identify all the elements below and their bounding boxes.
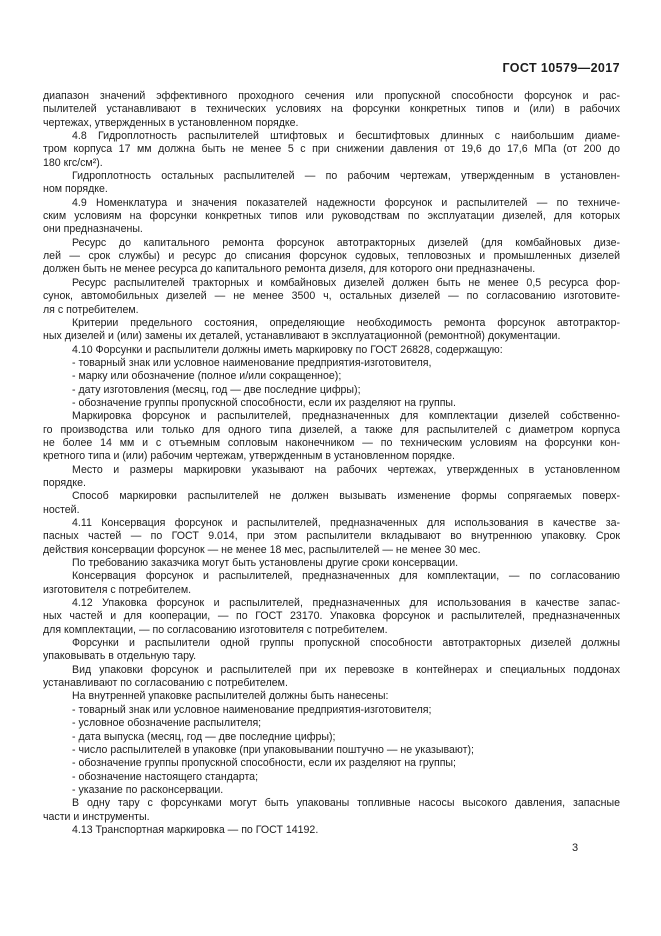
text-line: - условное обозначение распылителя; [72,717,262,730]
text-line: они предназначены. [43,223,143,236]
paragraph [43,784,620,797]
text-line: лей — срок службы) и ресурс до списания форсунок судовых, тепловозных и промышленных дизелей [43,250,620,263]
text-line: кретного типа и (или) рабочим чертежам, утвержденным в установленном порядке. [43,450,455,463]
page-number: 3 [572,842,579,854]
text-line: должен быть не менее ресурса до капитального ремонта дизеля, для которого они предназначены. [43,263,536,276]
document-body [43,90,620,837]
paragraph [43,664,620,691]
paragraph [43,464,620,491]
text-line: 4.12 Упаковка форсунок и распылителей, предназначенных для использования в качестве запас- [72,597,620,610]
paragraph [43,597,620,637]
text-line: Форсунки и распылители одной группы пропускной способности автотракторных дизелей должны [72,637,620,650]
text-line: 4.9 Номенклатура и значения показателей надежности форсунок и распылителей — по техниче- [72,196,620,209]
paragraph [43,557,620,570]
text-line: - число распылителей в упаковке (при упаковывании поштучно — не указывают); [72,743,474,756]
text-line: 4.8 Гидроплотность распылителей штифтовых и бесштифтовых длинных с наибольшим диаме- [72,130,620,143]
paragraph [43,717,620,730]
text-line: Маркировка форсунок и распылителей, предназначенных для комплектации дизелей собственно- [72,410,620,423]
text-line: 4.13 Транспортная маркировка — по ГОСТ 14192. [72,823,319,836]
text-line: порядке. [43,476,86,489]
text-line: изготовителя с потребителем. [43,583,192,596]
paragraph [43,517,620,557]
paragraph [43,344,620,357]
text-line: - дату изготовления (месяц, год — две последние цифры); [72,383,361,396]
text-line: Способ маркировки распылителей не должен вызывать изменение формы сопрягаемых поверх- [72,490,620,503]
paragraph [43,197,620,237]
text-line: не более 14 мм и с отъемным сопловым наконечником — по техническим условиям на форсунки кон- [43,436,620,449]
text-line: го производства или только для одного типа дизелей, а также для распылителей с диаметром корпуса [43,423,620,436]
paragraph [43,704,620,717]
paragraph [43,357,620,370]
text-line: - марку или обозначение (полное и/или сокращенное); [72,370,342,383]
text-line: Гидроплотность остальных распылителей — по рабочим чертежам, утвержденным в установлен- [72,170,620,183]
text-line: Консервация форсунок и распылителей, предназначенных для комплектации, — по согласованию [72,570,620,583]
text-line: ля с потребителем. [43,303,139,316]
text-line: тром корпуса 17 мм должна быть не менее 5 с при снижении давления от 19,6 до 17,6 МПа (от 200 до [43,143,620,156]
text-line: 4.10 Форсунки и распылители должны иметь маркировку по ГОСТ 26828, содержащую: [72,343,503,356]
text-line: ных частей и для кооперации, — по ГОСТ 23170. Упаковка форсунок и распылителей, предназначенных [43,610,620,623]
paragraph [43,237,620,277]
text-line: Ресурс до капитального ремонта форсунок автотракторных дизелей (для комбайновых дизе- [72,236,620,249]
text-line: На внутренней упаковке распылителей должны быть нанесены: [72,690,389,703]
paragraph [43,744,620,757]
paragraph [43,771,620,784]
text-line: - дата выпуска (месяц, год — две последние цифры); [72,730,336,743]
text-line: Ресурс распылителей тракторных и комбайновых дизелей должен быть не менее 0,5 ресурса фор- [72,276,620,289]
text-line: ных дизелей и (или) замены их деталей, устанавливают в эксплуатационной (ремонтной) документации. [43,330,561,343]
paragraph [43,824,620,837]
paragraph [43,690,620,703]
paragraph [43,731,620,744]
text-line: диапазон значений эффективного проходного сечения или пропускной способности форсунок и рас- [43,90,620,102]
text-line: упаковывать в отдельную тару. [43,650,197,663]
text-line: чертежах, утвержденных в установленном порядке. [43,116,299,129]
text-line: Критерии предельного состояния, определяющие необходимость ремонта форсунок автотрактор- [72,316,620,329]
paragraph [43,797,620,824]
text-line: части и инструменты. [43,810,150,823]
text-line: пасных частей — по ГОСТ 9.014, при этом распылители вкладывают во внутреннюю упаковку. Срок [43,530,620,543]
text-line: - товарный знак или условное наименование предприятия-изготовителя; [72,703,432,716]
text-line: пылителей устанавливают в технических условиях на форсунки конкретных типов и (или) в рабочих [43,103,620,116]
paragraph [43,637,620,664]
paragraph [43,397,620,410]
paragraph [43,410,620,463]
paragraph [43,277,620,317]
paragraph [43,757,620,770]
text-line: - обозначение настоящего стандарта; [72,770,259,783]
text-line: ностей. [43,503,80,516]
paragraph [43,90,620,130]
text-line: для комплектации, — по согласованию изготовителя с потребителем. [43,623,388,636]
text-line: Место и размеры маркировки указывают на рабочих чертежах, утвержденных в установленном [72,463,620,476]
paragraph [43,130,620,170]
text-line: ским условиям на форсунки конкретных типов или руководствам по эксплуатации дизелей, для которых [43,210,620,223]
paragraph [43,370,620,383]
text-line: 4.11 Консервация форсунок и распылителей, предназначенных для использования в качестве за- [72,517,620,529]
doc-code-header: ГОСТ 10579—2017 [502,61,620,75]
text-line: сунок, автомобильных дизелей — не менее 3500 ч, остальных дизелей — по согласованию изготовите- [43,290,620,303]
text-line: В одну тару с форсунками могут быть упакованы топливные насосы высокого давления, запасные [72,797,620,810]
text-line: По требованию заказчика могут быть установлены другие сроки консервации. [72,557,459,570]
text-line: действия консервации форсунок — не менее 18 мес, распылителей — не менее 30 мес. [43,543,481,556]
text-line: - обозначение группы пропускной способности, если их разделяют на группы. [72,396,456,409]
text-line: - указание по расконсервации. [72,783,224,796]
text-line: устанавливают по согласованию с потребителем. [43,677,288,690]
text-line: - обозначение группы пропускной способности, если их разделяют на группы; [72,757,456,770]
paragraph [43,490,620,517]
paragraph [43,170,620,197]
text-line: - товарный знак или условное наименование предприятия-изготовителя, [72,356,432,369]
paragraph [43,570,620,597]
text-line: ном порядке. [43,183,108,196]
text-line: Вид упаковки форсунок и распылителей при их перевозке в контейнерах и специальных поддонах [72,663,620,676]
paragraph [43,384,620,397]
paragraph [43,317,620,344]
text-line: 180 кгс/см²). [43,156,103,169]
